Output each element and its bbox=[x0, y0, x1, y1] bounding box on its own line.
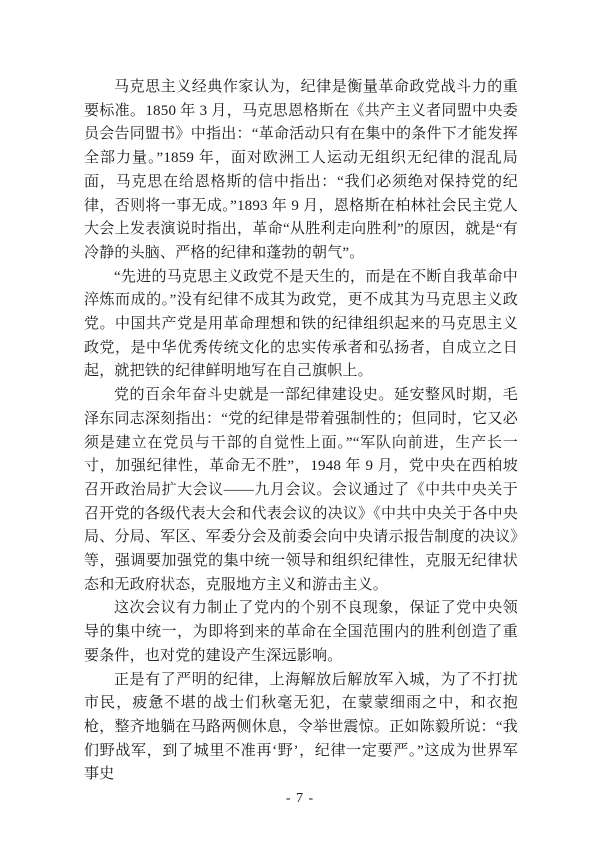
paragraph: 正是有了严明的纪律，上海解放后解放军入城，为了不打扰市民，疲惫不堪的战士们秋毫无犯，在蒙蒙细雨之中，和衣抱枪，整齐地躺在马路两侧休息，令举世震惊。正如陈毅所说：“我们野战军，到了城里不准再‘野’，纪律一定要严。”这成为世界军事史 bbox=[84, 671, 518, 783]
paragraph: “先进的马克思主义政党不是天生的，而是在不断自我革命中淬炼而成的。”没有纪律不成其为政党，更不成其为马克思主义政党。中国共产党是用革命理想和铁的纪律组织起来的马克思主义政党，是中华优秀传统文化的忠实传承者和弘扬者，自成立之日起，就把铁的纪律鲜明地写在自己旗帜上。 bbox=[84, 268, 518, 380]
paragraph: 党的百余年奋斗史就是一部纪律建设史。延安整风时期，毛泽东同志深刻指出：“党的纪律是带着强制性的；但同时，它又必须是建立在党员与干部的自觉性上面。”“军队向前进，生产长一寸，加强纪律性，革命无不胜”，1948 年 9 月，党中央在西柏坡召开政治局扩大会议——九月会议。会议通过了《中共中央关于召开党的各级代表大会和代表会议的决议》《中共中央关于各中央局、分局、军区、军委分会及前委会向中央请示报告制度的决议》等，强调要加强党的集中统一领导和组织纪律性，克服无纪律状态和无政府状态，克服地方主义和游击主义。 bbox=[84, 387, 518, 593]
paragraph: 马克思主义经典作家认为，纪律是衡量革命政党战斗力的重要标准。1850 年 3 月，马克思恩格斯在《共产主义者同盟中央委员会告同盟书》中指出：“革命活动只有在集中的条件下才能发挥全部力量。”1859 年，面对欧洲工人运动无组织无纪律的混乱局面，马克思在给恩格斯的信中指出：“我们必须绝对保持党的纪律，否则将一事无成。”1893 年 9 月，恩格斯在柏林社会民主党人大会上发表演说时指出，革命“从胜利走向胜利”的原因，就是“有冷静的头脑、严格的纪律和蓬勃的朝气”。 bbox=[84, 79, 518, 261]
paragraph: 这次会议有力制止了党内的个别不良现象，保证了党中央领导的集中统一，为即将到来的革命在全国范围内的胜利创造了重要条件，也对党的建设产生深远影响。 bbox=[84, 600, 518, 664]
document-body bbox=[84, 76, 518, 787]
page-number: - 7 - bbox=[285, 791, 315, 806]
